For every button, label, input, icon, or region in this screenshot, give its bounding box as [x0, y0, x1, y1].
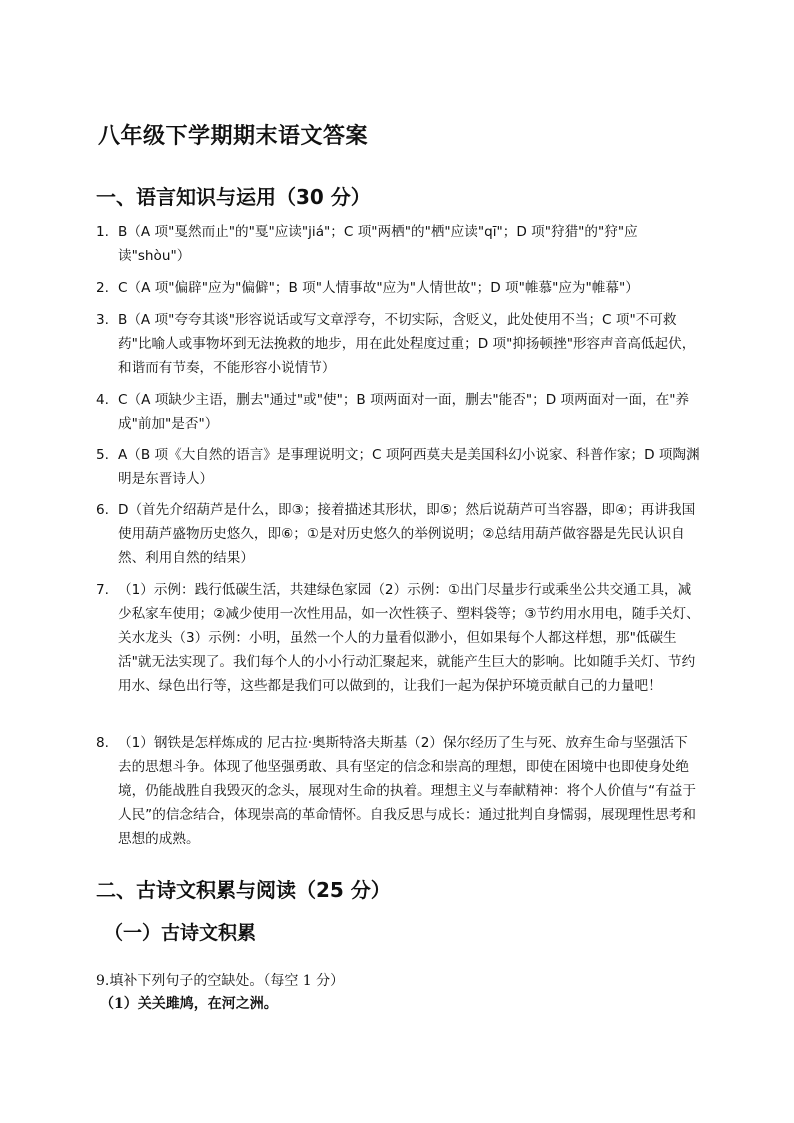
answer-text: （1）钢铁是怎样炼成的 尼古拉·奥斯特洛夫斯基（2）保尔经历了生与死、放弃生命与坚强活下去的思想斗争。体现了他坚强勇敢、具有坚定的信念和崇高的理想，即使在困境中也即使身处绝境，仍能战胜自我毁灭的念头，展现对生命的执着。理想主义与奉献精神：将个人价值与“有益于人民”的信念结合，体现崇高的革命情怀。自我反思与成长：通过批判自身懦弱，展现理性思考和思想的成熟。 — [118, 735, 696, 847]
document-title: 八年级下学期期末语文答案 — [98, 124, 369, 149]
subsection-heading: （一）古诗文积累 — [104, 922, 257, 944]
answer-text: A（B 项《大自然的语言》是事理说明文；C 项阿西莫夫是美国科幻小说家、科普作家；D 项陶渊明是东晋诗人） — [118, 447, 700, 487]
answer-item — [96, 731, 700, 851]
section-1-heading: 一、语言知识与运用（30 分） — [96, 185, 371, 209]
answer-number: 5. — [96, 447, 109, 463]
answer-number: 4. — [96, 392, 109, 408]
answer-item — [96, 308, 700, 380]
answer-item — [96, 276, 700, 300]
answer-text: （1）示例：践行低碳生活，共建绿色家园（2）示例：①出门尽量步行或乘坐公共交通工具，减少私家车使用；②减少使用一次性用品，如一次性筷子、塑料袋等；③节约用水用电，随手关灯、关水龙头（3）示例：小明，虽然一个人的力量看似渺小，但如果每个人都这样想，那"低碳生活"就无法实现了。我们每个人的小小行动汇聚起来，就能产生巨大的影响。比如随手关灯、节约用水、绿色出行等，这些都是我们可以做到的，让我们一起为保护环境贡献自己的力量吧！ — [118, 582, 700, 694]
answer-text: D（首先介绍葫芦是什么，即③；接着描述其形状，即⑤；然后说葫芦可当容器，即④；再讲我国使用葫芦盛物历史悠久，即⑥；①是对历史悠久的举例说明；②总结用葫芦做容器是先民认识自然、利用自然的结果） — [118, 502, 696, 566]
answer-item — [96, 578, 700, 698]
answer-number: 2. — [96, 280, 109, 296]
question-9-prompt: 9.填补下列句子的空缺处。（每空 1 分） — [96, 973, 345, 989]
answer-number: 7. — [96, 582, 109, 598]
answer-item — [96, 220, 700, 268]
answer-item — [96, 443, 700, 491]
answer-text: B（A 项"戛然而止"的"戛"应读"jiá"；C 项"两栖"的"栖"应读"qī"；D 项"狩猎"的"狩"应读"shòu"） — [118, 224, 638, 264]
answer-number: 1. — [96, 224, 109, 240]
question-9-line-1: （1）关关雎鸠，在河之洲。 — [100, 996, 278, 1012]
answer-text: B（A 项"夸夸其谈"形容说话或写文章浮夸，不切实际，含贬义，此处使用不当；C 项"不可救药"比喻人或事物坏到无法挽救的地步，用在此处程度过重；D 项"抑扬顿挫"形容声音高低起伏，和谐而有节奏，不能形容小说情节） — [118, 312, 696, 376]
answer-number: 3. — [96, 312, 109, 328]
answer-text: C（A 项缺少主语，删去"通过"或"使"；B 项两面对一面，删去"能否"；D 项两面对一面，在"养成"前加"是否"） — [118, 392, 690, 432]
answer-item — [96, 388, 700, 436]
answer-item — [96, 498, 700, 570]
answer-text: C（A 项"偏辟"应为"偏僻"；B 项"人情事故"应为"人情世故"；D 项"帷慕"应为"帷幕"） — [118, 280, 639, 296]
answer-number: 6. — [96, 502, 109, 518]
section-2-heading: 二、古诗文积累与阅读（25 分） — [96, 878, 391, 902]
answer-number: 8. — [96, 735, 109, 751]
